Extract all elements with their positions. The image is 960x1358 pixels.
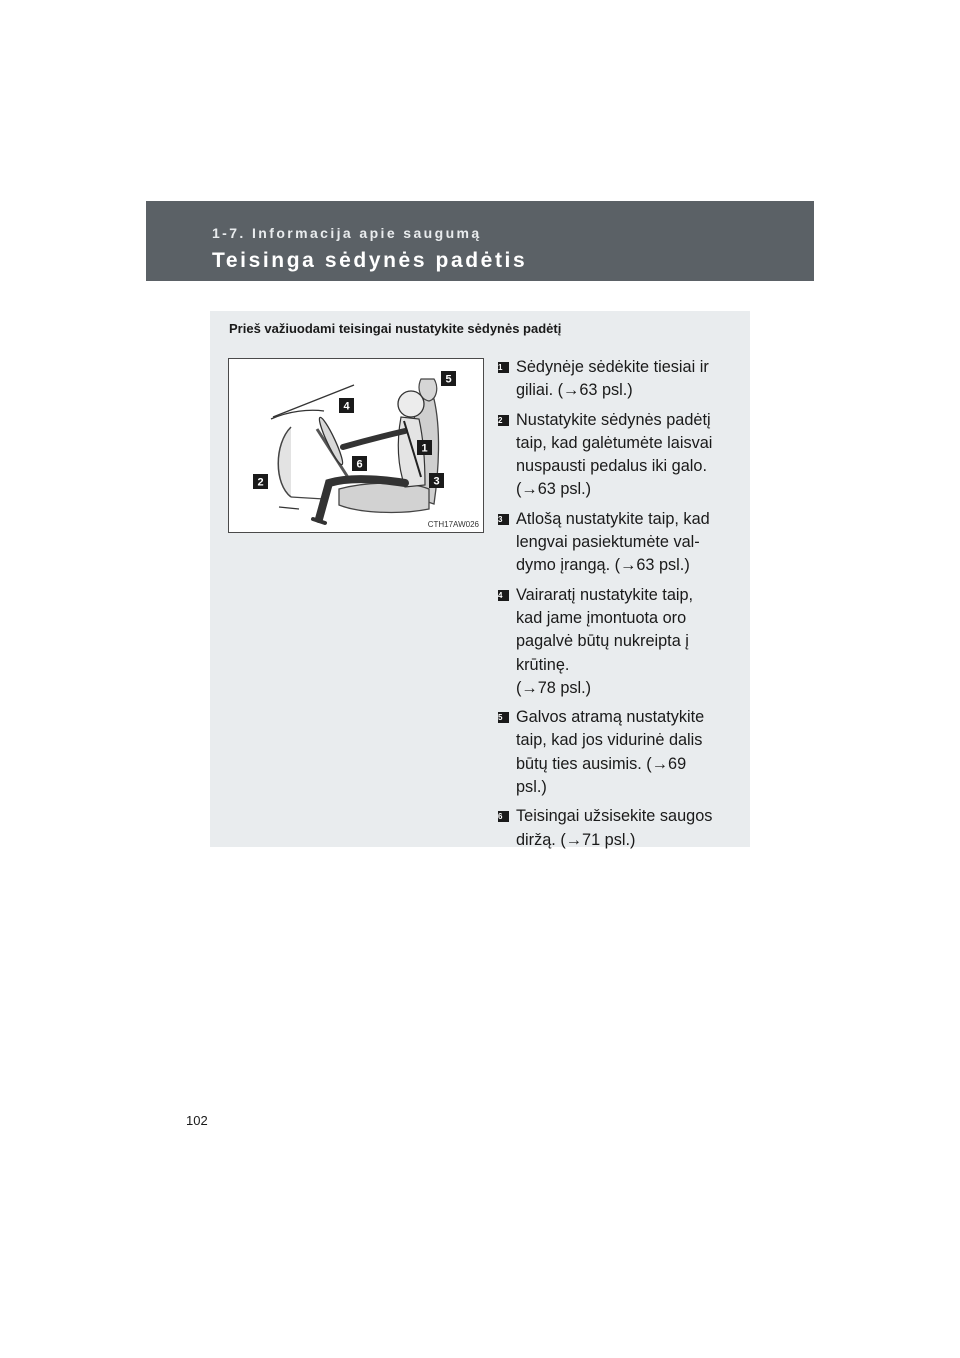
chapter-header	[146, 201, 814, 281]
step-item	[498, 584, 728, 700]
pedal	[279, 507, 299, 509]
seat-cushion	[339, 483, 429, 512]
step-text: Teisingai užsisekite saugos diržą. (→71 psl.)	[516, 807, 713, 849]
driver-seat-drawing	[229, 359, 484, 533]
dashboard-body	[278, 427, 291, 497]
callout-6	[352, 456, 367, 471]
info-panel	[210, 311, 750, 847]
intro-text: Prieš važiuodami teisingai nustatykite sėdynės padėtį	[229, 321, 562, 336]
step-text: Galvos atramą nustatykite taip, kad jos vidurinė dalis būtų ties ausimis. (→69 psl.)	[516, 708, 705, 797]
step-item	[498, 409, 728, 502]
driver-head	[398, 391, 424, 417]
step-number-badge: 5	[498, 712, 509, 723]
step-item	[498, 508, 728, 578]
callout-1	[417, 440, 432, 455]
svg-text:2: 2	[257, 476, 264, 489]
floor-front	[291, 497, 324, 499]
page-title: Teisinga sėdynės padėtis	[212, 249, 528, 272]
step-number-badge: 3	[498, 514, 509, 525]
step-item	[498, 805, 728, 852]
step-number-badge: 4	[498, 590, 509, 601]
driver-arm	[343, 431, 405, 447]
callout-3	[429, 473, 444, 488]
step-text: Atlošą nustatykite taip, kad lengvai pasiektumėte val- dymo įrangą. (→63 psl.)	[516, 509, 710, 575]
svg-text:5: 5	[445, 373, 452, 386]
step-number-badge: 6	[498, 811, 509, 822]
step-number-badge: 1	[498, 362, 509, 373]
svg-text:6: 6	[356, 458, 363, 471]
step-item	[498, 706, 728, 799]
svg-text:1: 1	[421, 442, 428, 455]
svg-text:4: 4	[343, 400, 350, 413]
callout-5	[441, 371, 456, 386]
callout-4	[339, 398, 354, 413]
driver-foot	[313, 519, 325, 523]
svg-text:3: 3	[433, 475, 440, 488]
steering-wheel	[316, 416, 345, 467]
step-text: Vairaratį nustatykite taip, kad jame įmontuota oro pagalvė būtų nukreipta į krūtinę. (→78 psl.)	[516, 585, 694, 697]
step-number-badge: 2	[498, 415, 509, 426]
step-item	[498, 356, 728, 403]
callout-2	[253, 474, 268, 489]
figure-code: CTH17AW026	[427, 520, 479, 529]
section-label: 1-7. Informacija apie saugumą	[212, 225, 482, 241]
seating-position-illustration	[228, 358, 484, 533]
step-text: Sėdynėje sėdėkite tiesiai ir giliai. (→63 psl.)	[516, 358, 709, 400]
step-text: Nustatykite sėdynės padėtį taip, kad galėtumėte laisvai nuspausti pedalus iki galo. (→63 psl.)	[516, 410, 713, 499]
step-list	[498, 356, 728, 858]
page-number: 102	[186, 1113, 208, 1128]
